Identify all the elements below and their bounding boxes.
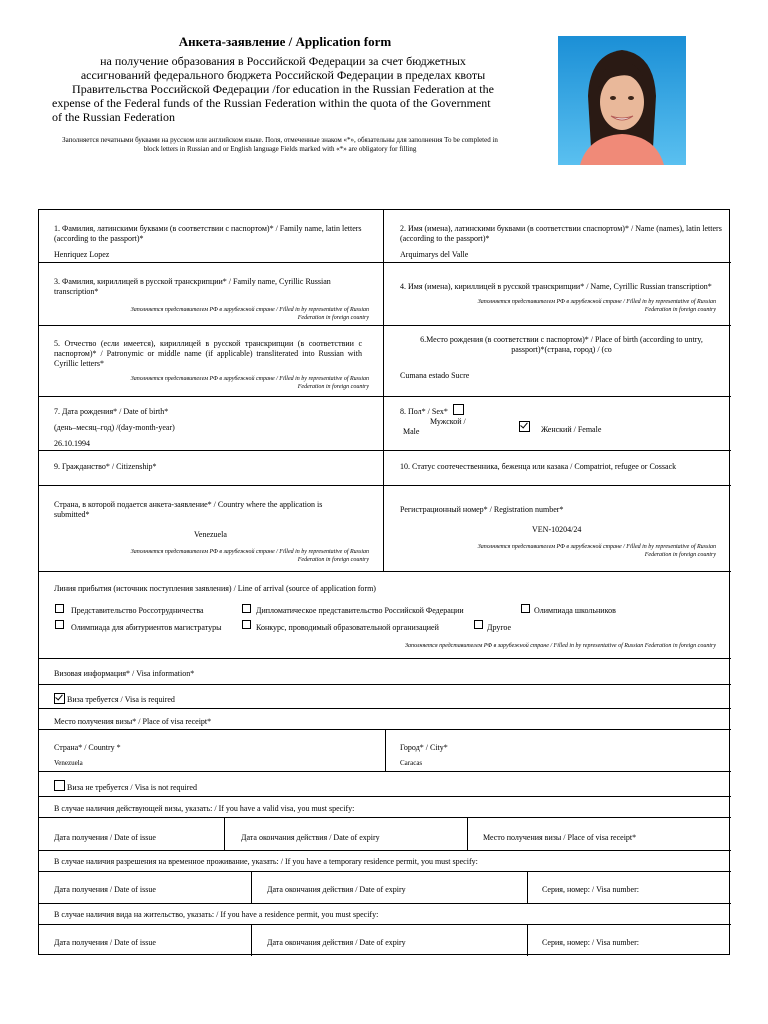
male-label-en: Male [403,427,420,436]
rep-note-arrival: Заполняется представителем РФ в зарубежной стране / Filled in by representative of Russian Federation in foreign country [405,643,716,649]
filling-instructions: Заполняется печатными буквами на русском или английском языке. Поля, отмеченные знаком «*», обязательны для заполнения To be completed in block letters in Russian and or English language Fields marked with «*» are obligatory for filling [62,136,498,153]
rep-note-5-line1: Заполняется представителем РФ в зарубежной стране / Filled in by representative of Russian [130,376,369,382]
visa-required-label: Виза требуется / Visa is required [67,695,175,704]
visa-required-checkbox[interactable] [54,693,65,704]
arrival-opt4-label: Олимпиада для абитуриентов магистратуры [71,623,222,632]
country-applied-label: Страна, в которой подается анкета-заявление* / Country where the application is submitted* [54,500,323,519]
visa-not-required-checkbox[interactable] [54,780,65,791]
given-name-label: 2. Имя (имена), латинскими буквами (в соответствии спаспортом)* / Name (names), latin letters (according to the passport)* [400,224,722,243]
arrival-opt3-checkbox[interactable] [521,604,530,613]
rep-note-4 [394,298,716,314]
application-form [38,209,730,955]
arrival-opt1-checkbox[interactable] [55,604,64,613]
rep-note-registration [394,543,716,559]
valid-visa-label: В случае наличия действующей визы, указать: / If you have a valid visa, you must specify: [54,804,355,813]
subtitle-ru-1: на получение образования в Российской Федерации за счет бюджетных [100,54,466,68]
given-name-value[interactable]: Arquimarys del Valle [400,250,469,259]
form-title: Анкета-заявление / Application form [178,34,392,49]
rep-note-4-line1: Заполняется представителем РФ в зарубежной стране / Filled in by representative of Russian [477,299,716,305]
rep-note-registration-line2: Federation in foreign country [644,552,716,558]
dob-format: (день–месяц–год) /(day-month-year) [54,423,175,432]
visa-country-label: Страна* / Country * [54,743,121,752]
visa-country-value[interactable]: Venezuela [54,759,83,767]
applicant-photo [558,36,686,165]
male-checkbox[interactable] [453,404,464,415]
rep-note-5-line2: Federation in foreign country [297,384,369,390]
family-name-value[interactable]: Henriquez Lopez [54,250,110,259]
arrival-opt2-label: Дипломатическое представительство Российской Федерации [256,606,464,615]
registration-label: Регистрационный номер* / Registration number* [400,505,564,514]
temp-permit-issue-label: Дата получения / Date of issue [54,885,156,894]
arrival-opt4-checkbox[interactable] [55,620,64,629]
temp-permit-label: В случае наличия разрешения на временное проживание, указать: / If you have a temporary residence permit, you must specify: [54,857,478,866]
country-applied-value[interactable]: Venezuela [194,530,227,539]
arrival-opt3-label: Олимпиада школьников [534,606,616,615]
arrival-opt5-checkbox[interactable] [242,620,251,629]
residence-expiry-label: Дата окончания действия / Date of expiry [267,938,406,947]
arrival-opt6-label: Другое [487,623,512,632]
subtitle-ru-3: Правительства Российской Федерации /for education in the Russian Federation at the [72,82,494,96]
valid-visa-place-label: Место получения визы / Place of visa receipt* [483,833,637,842]
subtitle-en-2: of the Russian Federation [52,110,175,124]
residence-issue-label: Дата получения / Date of issue [54,938,156,947]
rep-note-5 [54,375,369,391]
name-cyrillic-label: 4. Имя (имена), кириллицей в русской транскрипции* / Name, Cyrillic Russian transcription* [400,282,712,291]
female-checkbox[interactable] [519,421,530,432]
patronymic-label: 5. Отчество (если имеется), кириллицей в русской транскрипции (в соответствии с паспортом)* / Patronymic or middle name (if applicable) transliterated into Russian with Cyrillic letters* [54,339,362,368]
citizenship-label: 9. Гражданство* / Citizenship* [54,462,157,471]
visa-city-label: Город* / City* [400,743,448,752]
arrival-opt6-checkbox[interactable] [474,620,483,629]
male-label-ru: Мужской / [430,417,466,426]
residence-permit-label: В случае наличия вида на жительство, указать: / If you have a residence permit, you must specify: [54,910,379,919]
arrival-label: Линия прибытия (источник поступления заявления) / Line of arrival (source of application form) [54,584,376,593]
arrival-opt1-label: Представительство Россотрудничества [71,606,204,615]
visa-not-required-label: Виза не требуется / Visa is not required [67,783,197,792]
rep-note-country [54,548,369,564]
temp-permit-number-label: Серия, номер: / Visa number: [542,885,639,894]
rep-note-registration-line1: Заполняется представителем РФ в зарубежной стране / Filled in by representative of Russian [477,544,716,550]
female-label: Женский / Female [541,425,602,434]
arrival-opt5-label: Конкурс, проводимый образовательной организацией [256,623,439,632]
form-subtitle [52,54,514,124]
rep-note-4-line2: Federation in foreign country [644,307,716,313]
arrival-opt2-checkbox[interactable] [242,604,251,613]
residence-number-label: Серия, номер: / Visa number: [542,938,639,947]
valid-visa-expiry-label: Дата окончания действия / Date of expiry [241,833,380,842]
status-label: 10. Статус соотечественника, беженца или казака / Compatriot, refugee or Cossack [400,462,677,471]
visa-info-label: Визовая информация* / Visa information* [54,669,195,678]
rep-note-country-line2: Federation in foreign country [297,557,369,563]
rep-note-3-line1: Заполняется представителем РФ в зарубежной стране / Filled in by representative of Russian [130,307,369,313]
rep-note-country-line1: Заполняется представителем РФ в зарубежной стране / Filled in by representative of Russian [130,549,369,555]
family-name-label: 1. Фамилия, латинскими буквами (в соответствии с паспортом)* / Family name, latin letters (according to the passport)* [54,224,362,243]
rep-note-3 [54,306,369,322]
visa-city-value[interactable]: Caracas [400,759,423,767]
registration-value[interactable]: VEN-10204/24 [532,525,582,534]
subtitle-en-1: expense of the Federal funds of the Russian Federation within the quota of the Government [52,96,491,110]
subtitle-ru-2: ассигнований федерального бюджета Российской Федерации в пределах квоты [80,68,486,82]
sex-label: 8. Пол* / Sex* [400,407,448,416]
rep-note-3-line2: Federation in foreign country [297,315,369,321]
family-cyrillic-label: 3. Фамилия, кириллицей в русской транскрипции* / Family name, Cyrillic Russian transcription* [54,277,331,296]
birthplace-label: 6.Место рождения (в соответствии с паспортом)* / Place of birth (according to untry, passport)*(страна, город) / (co [420,335,703,354]
dob-label: 7. Дата рождения* / Date of birth* [54,407,169,416]
dob-value[interactable]: 26.10.1994 [54,439,90,448]
visa-receipt-label: Место получения визы* / Place of visa receipt* [54,717,212,726]
temp-permit-expiry-label: Дата окончания действия / Date of expiry [267,885,406,894]
birthplace-value[interactable]: Cumana estado Sucre [400,371,470,380]
valid-visa-issue-label: Дата получения / Date of issue [54,833,156,842]
